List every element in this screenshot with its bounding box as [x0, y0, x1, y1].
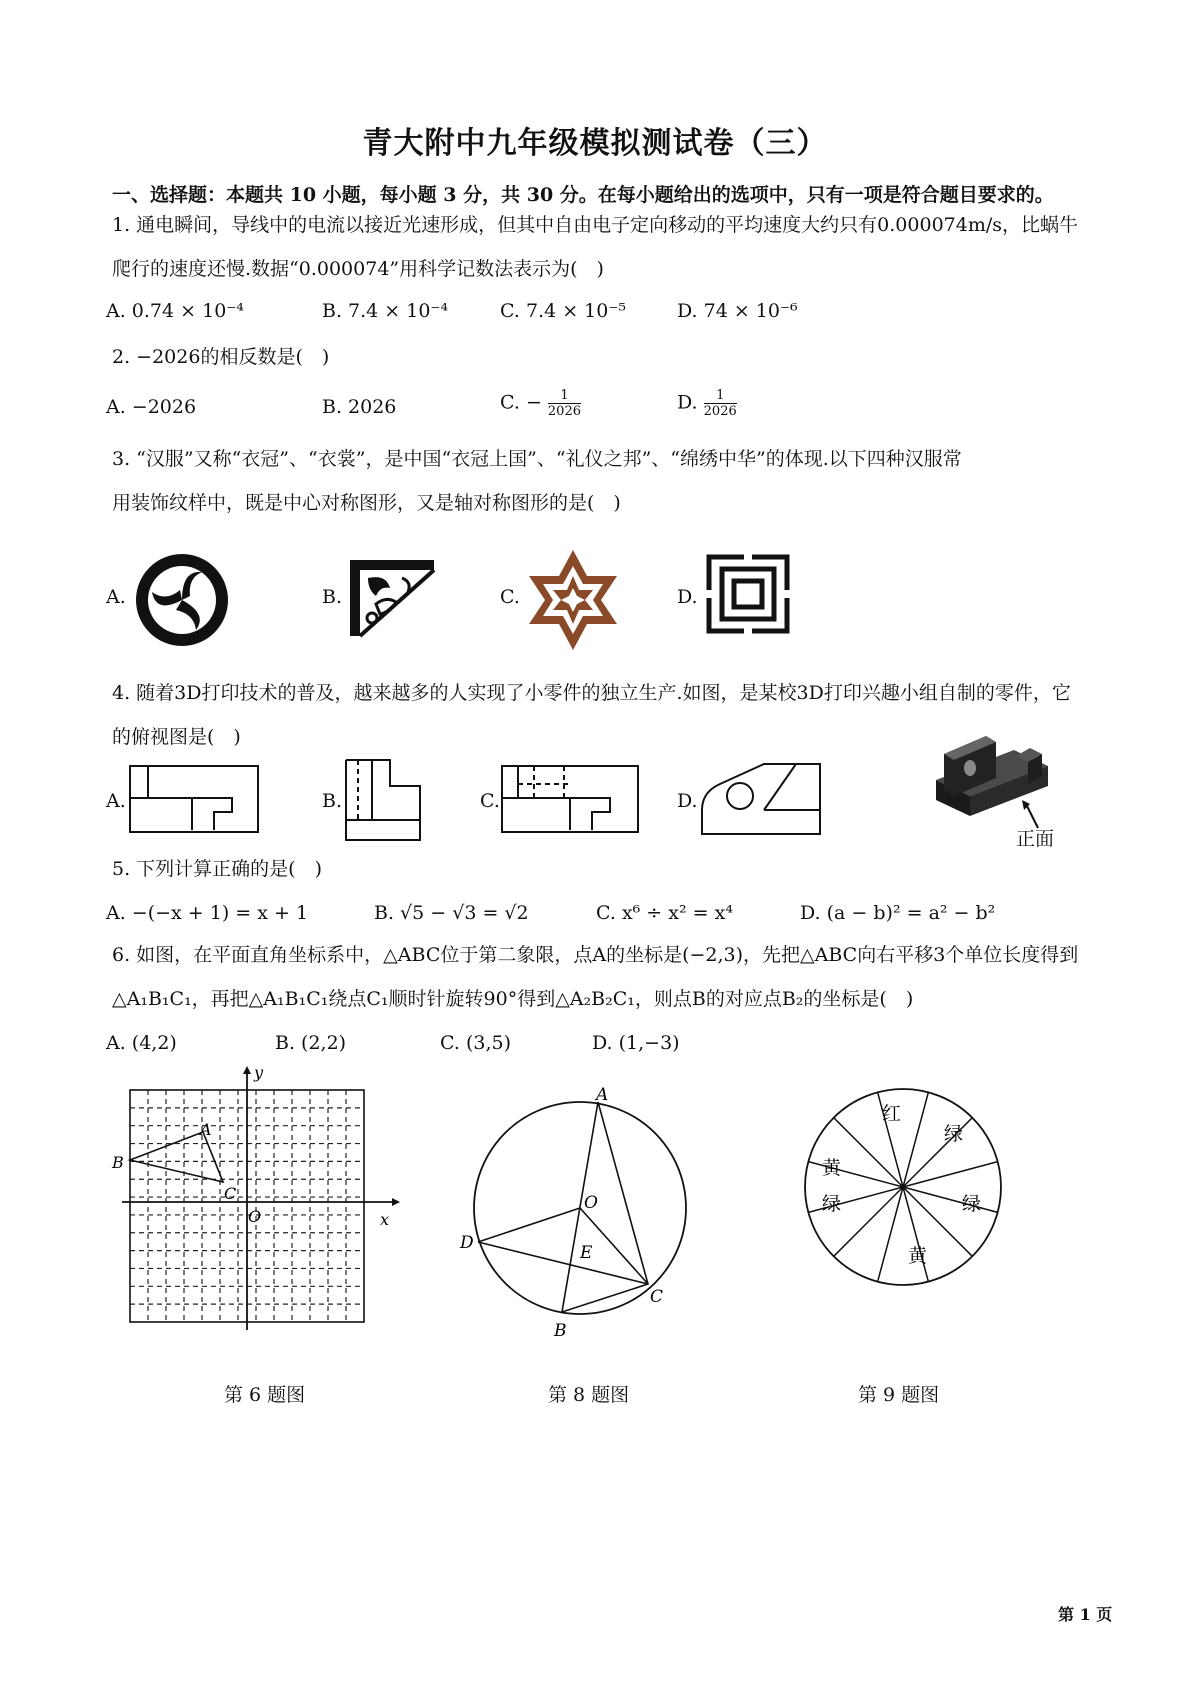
q1-option-d: D. 74 × 10⁻⁶: [677, 300, 798, 322]
page-title: 青大附中九年级模拟测试卷（三）: [362, 126, 828, 161]
q3-label-a: A.: [106, 586, 126, 608]
q2-option-d-prefix: D.: [677, 391, 698, 414]
view-d-drawing: [700, 762, 824, 838]
q3-label-b: B.: [322, 586, 343, 608]
q6-option-a: A. (4,2): [106, 1032, 177, 1054]
pattern-c-star-icon: [523, 546, 623, 654]
q5-option-d: D. (a − b)² = a² − b²: [800, 902, 996, 924]
q4-line1: 4. 随着3D打印技术的普及，越来越多的人实现了小零件的独立生产.如图，是某校3D打印兴趣小组自制的零件，它: [112, 682, 1071, 704]
section-heading: 一、选择题：本题共 10 小题，每小题 3 分，共 30 分。在每小题给出的选项中，只有一项是符合题目要求的。: [112, 184, 1054, 206]
sector-label: 红: [882, 1103, 902, 1125]
fig8-label-e: E: [580, 1243, 593, 1263]
q3-line1: 3. “汉服”又称“衣冠”、“衣裳”，是中国“衣冠上国”、“礼仪之邦”、“绵绣中华”的体现.以下四种汉服常: [112, 448, 962, 470]
fig8-label-o: O: [584, 1193, 598, 1213]
q2-option-d: [677, 388, 737, 419]
fraction: [704, 388, 737, 419]
fraction-denominator: 2026: [703, 404, 737, 419]
q2-option-c-prefix: C. −: [500, 391, 542, 414]
triangle-abc: [130, 1132, 223, 1182]
q5-line1: 5. 下列计算正确的是( ): [112, 858, 322, 880]
figure8-caption: 第 8 题图: [548, 1384, 630, 1406]
q2-option-b: B. 2026: [322, 396, 397, 418]
q4-label-b: B.: [322, 790, 343, 812]
sector-divider: [903, 1162, 998, 1187]
q5-option-b: B. √5 − √3 = √2: [374, 902, 529, 924]
page-footer: 第 1 页: [1058, 1605, 1113, 1624]
sector-label: 绿: [944, 1123, 964, 1145]
q3-line2: 用装饰纹样中，既是中心对称图形，又是轴对称图形的是( ): [112, 492, 621, 514]
q5-option-a: A. −(−x + 1) = x + 1: [106, 902, 309, 924]
pattern-a-swirl-icon: [130, 548, 234, 652]
q1-line2: 爬行的速度还慢.数据“0.000074”用科学记数法表示为( ): [112, 258, 604, 280]
q1-option-c: C. 7.4 × 10⁻⁵: [500, 300, 626, 322]
pattern-d-square-icon: [704, 552, 792, 636]
q2-line1: 2. −2026的相反数是( ): [112, 346, 330, 368]
fig6-label-a: A: [200, 1120, 212, 1139]
q4-label-d: D.: [677, 790, 698, 812]
front-label: 正面: [1016, 828, 1055, 850]
sector-divider: [903, 1187, 928, 1282]
fig6-label-c: C: [224, 1184, 237, 1203]
sector-divider: [834, 1187, 903, 1256]
fig8-label-d: D: [460, 1233, 474, 1253]
fraction: [548, 388, 581, 419]
sector-divider: [878, 1187, 903, 1282]
q1-option-a: A. 0.74 × 10⁻⁴: [106, 300, 244, 322]
fig8-label-c: C: [650, 1287, 664, 1307]
q3-label-d: D.: [677, 586, 698, 608]
fig6-label-y: y: [254, 1063, 264, 1082]
fig8-label-a: A: [596, 1085, 609, 1105]
q5-option-c: C. x⁶ ÷ x² = x⁴: [596, 902, 733, 924]
figure6-caption: 第 6 题图: [224, 1384, 306, 1406]
q1-line1: 1. 通电瞬间，导线中的电流以接近光速形成，但其中自由电子定向移动的平均速度大约只有0.000074m/s，比蜗牛: [112, 214, 1078, 236]
sector-label: 绿: [822, 1193, 842, 1215]
fig6-label-b: B: [112, 1153, 124, 1172]
q3-label-c: C.: [500, 586, 520, 608]
x-axis-arrow-icon: [392, 1198, 400, 1206]
view-b-drawing: [344, 758, 424, 842]
view-c-drawing: [500, 764, 640, 836]
q6-option-c: C. (3,5): [440, 1032, 511, 1054]
fraction-numerator: 1: [548, 388, 581, 404]
q2-option-a: A. −2026: [106, 396, 197, 418]
q4-label-a: A.: [106, 790, 126, 812]
figure9-spinner: [798, 1082, 1008, 1292]
figure8-circle: [456, 1080, 696, 1342]
sector-divider: [834, 1118, 903, 1187]
q6-option-b: B. (2,2): [275, 1032, 347, 1054]
sector-label: 黄: [822, 1157, 842, 1179]
q6-line1: 6. 如图，在平面直角坐标系中，△ABC位于第二象限，点A的坐标是(−2,3)，先把△ABC向右平移3个单位长度得到: [112, 944, 1079, 966]
fig8-label-b: B: [554, 1321, 567, 1341]
q4-line2: 的俯视图是( ): [112, 726, 241, 748]
sector-divider: [903, 1092, 928, 1187]
sector-label: 绿: [962, 1193, 982, 1215]
fraction-numerator: 1: [704, 388, 737, 404]
q1-option-b: B. 7.4 × 10⁻⁴: [322, 300, 449, 322]
figure6-coordinate-grid: [108, 1062, 402, 1340]
sector-divider: [903, 1187, 998, 1212]
pattern-b-corner-icon: [346, 556, 438, 644]
figure9-caption: 第 9 题图: [858, 1384, 940, 1406]
q4-label-c: C.: [480, 790, 500, 812]
q6-line2: △A₁B₁C₁，再把△A₁B₁C₁绕点C₁顺时针旋转90°得到△A₂B₂C₁，则点B的对应点B₂的坐标是( ): [112, 988, 914, 1010]
q2-option-c: [500, 388, 581, 419]
fig6-label-x: x: [380, 1210, 390, 1229]
view-a-drawing: [128, 764, 260, 836]
y-axis-arrow-icon: [243, 1066, 251, 1074]
fig6-label-o: O: [248, 1207, 262, 1226]
q6-option-d: D. (1,−3): [592, 1032, 680, 1054]
sector-label: 黄: [908, 1245, 928, 1267]
fraction-denominator: 2026: [547, 404, 581, 419]
